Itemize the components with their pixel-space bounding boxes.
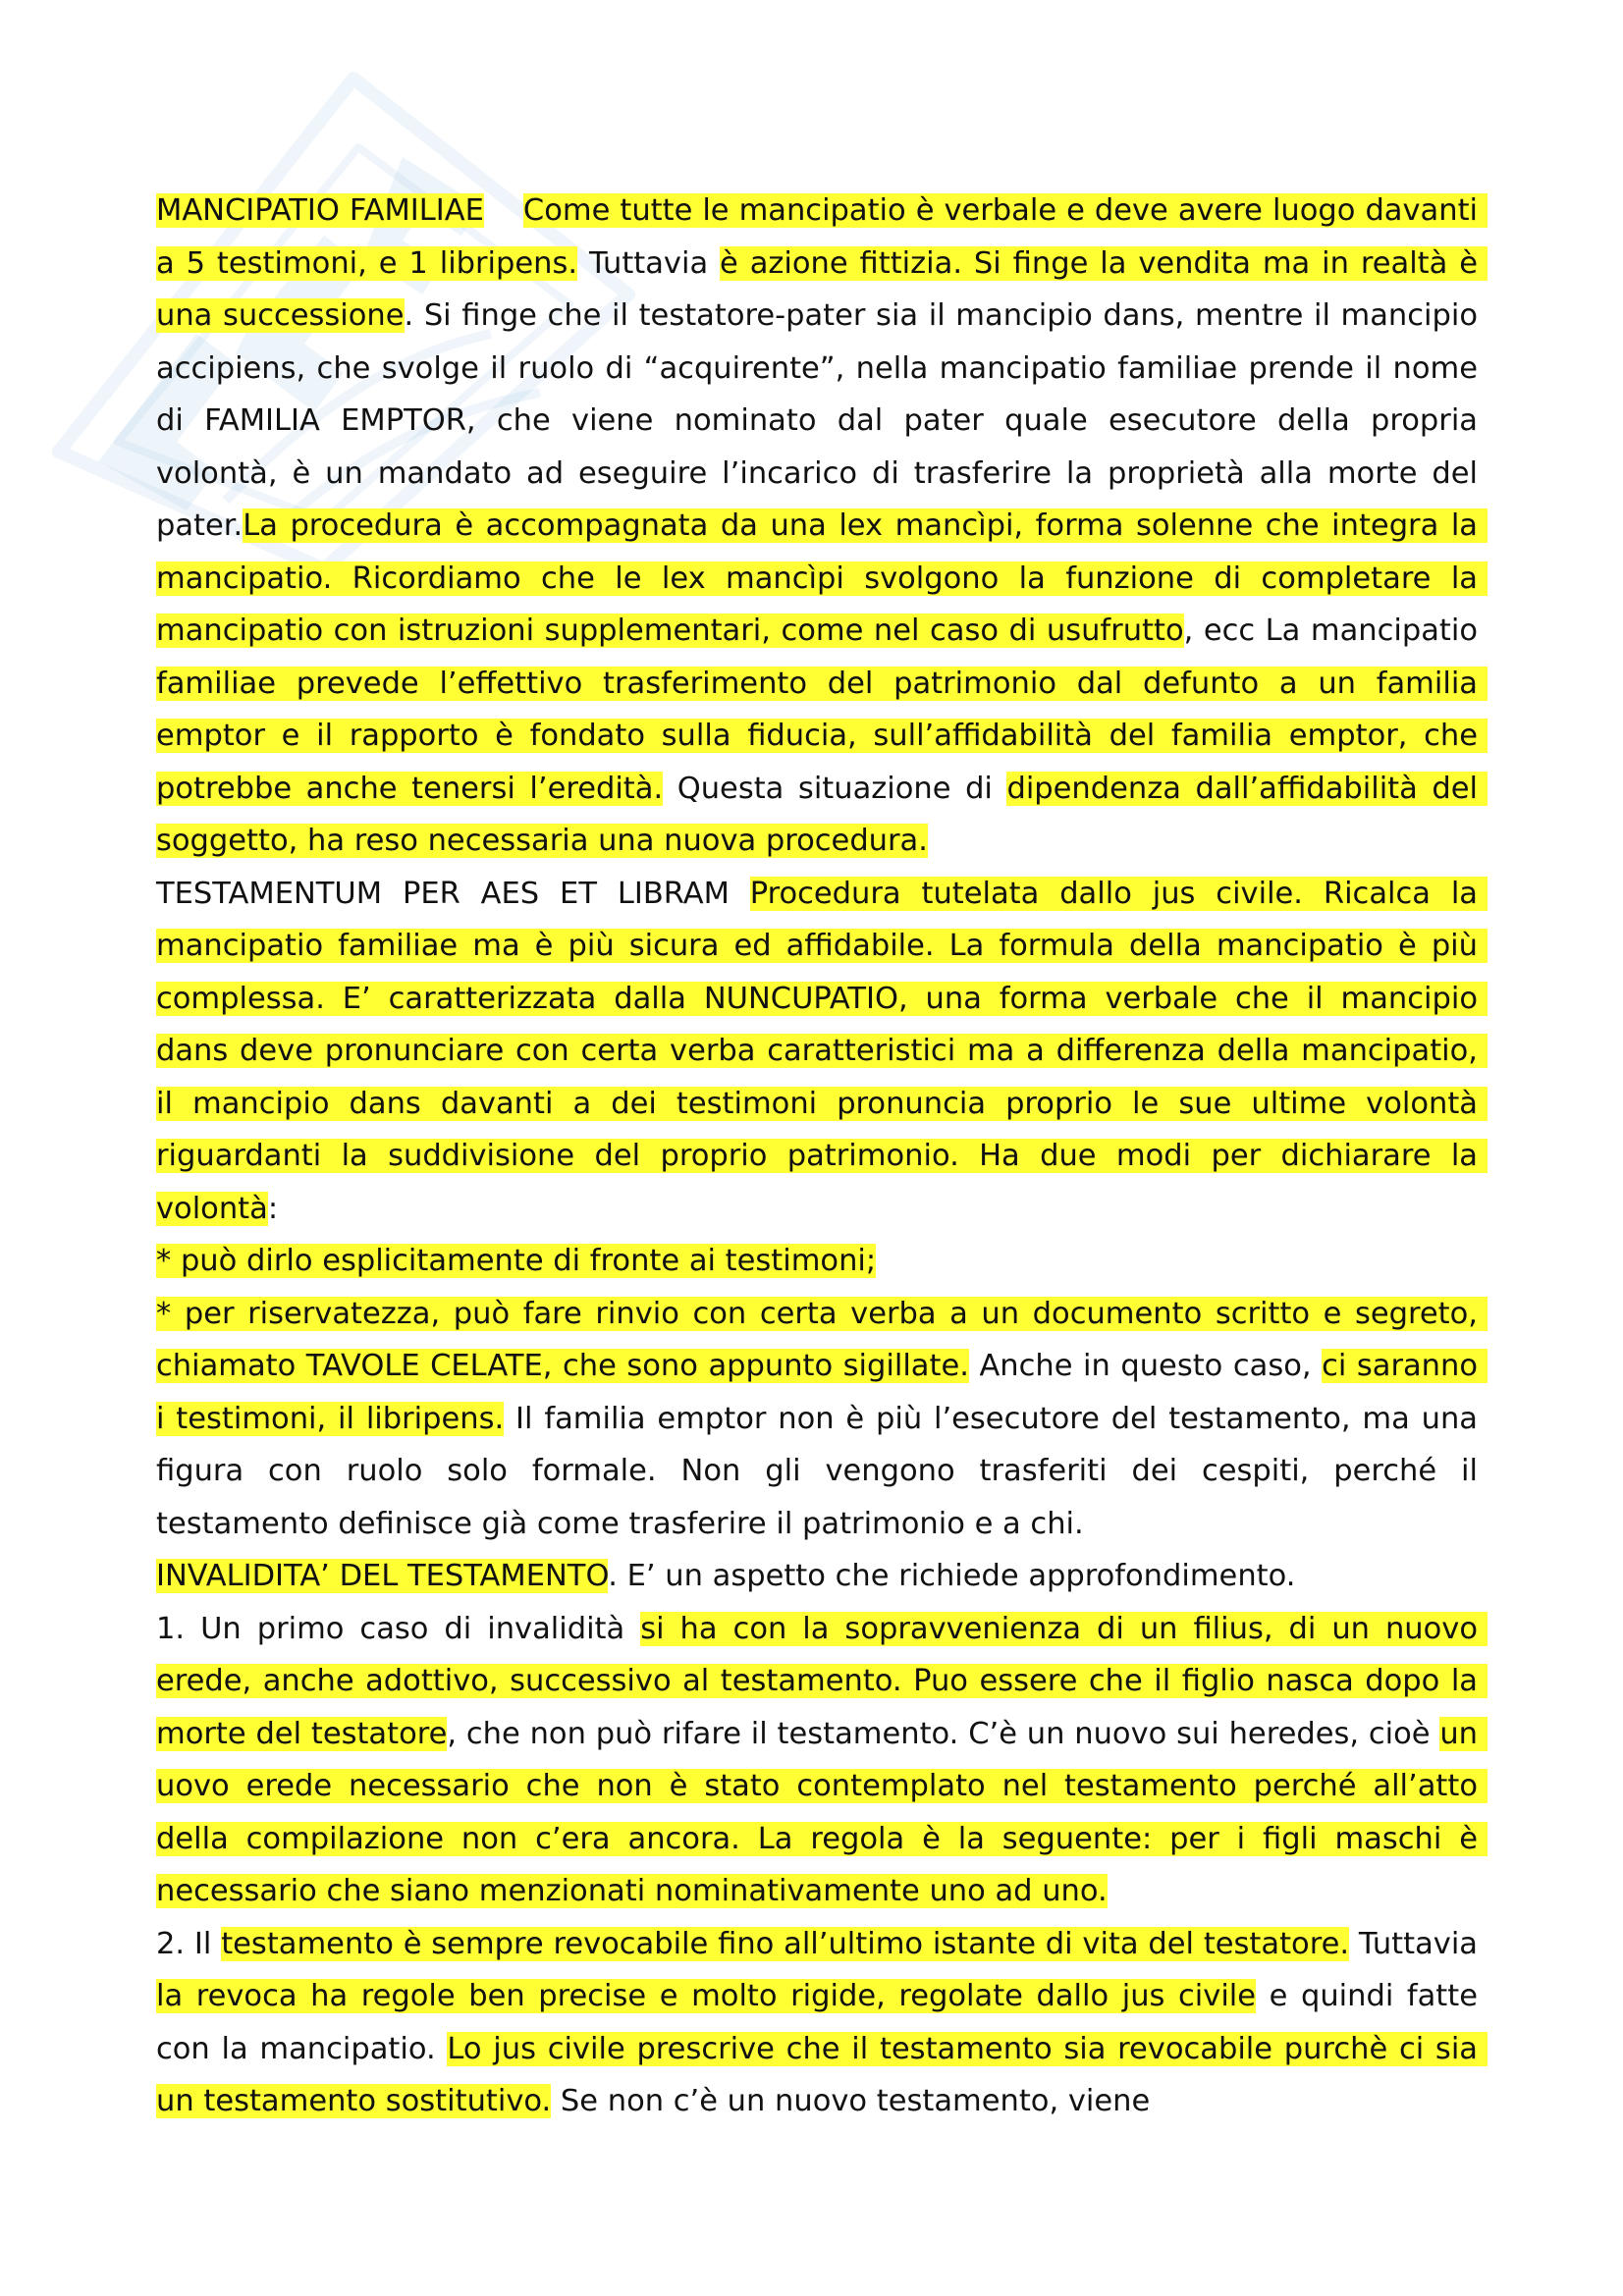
paragraph [156,1235,1478,1288]
highlighted-text: INVALIDITA’ DEL TESTAMENTO [156,1559,609,1593]
text-segment: 2. Il [156,1926,222,1961]
highlighted-text: Lo jus civile prescrive che il testamento sia revocabile purchè ci sia un testamento sostitutivo. [156,2031,1488,2118]
highlighted-text: è azione fittizia. Si finge la vendita ma in realtà è una successione [156,245,1488,333]
text-segment: . Si finge che il testatore-pater sia il mancipio dans, mentre il mancipio accipiens, che svolge il ruolo di “acquirente”, nella mancipatio familiae prende il nome di FAMILIA EMPTOR, che viene nominato dal pater quale esecutore della propria volontà, è un mandato ad eseguire l’incarico di trasferire la proprietà alla morte del pater. [156,298,1488,543]
highlighted-text: MANCIPATIO FAMILIAE [156,193,484,228]
text-segment: : [267,1191,279,1226]
paragraph [156,1288,1488,1551]
text-segment [484,193,523,228]
text-segment: Se non c’è un nuovo testamento, viene [551,2084,1151,2118]
highlighted-text: Come tutte le mancipatio è verbale e deve avere luogo davanti a 5 testimoni, e 1 libripens. [156,193,1488,281]
highlighted-text: * può dirlo esplicitamente di fronte ai testimoni; [156,1244,877,1278]
highlighted-text: ci saranno i testimoni, il libripens. [156,1349,1488,1436]
highlighted-text: * per riservatezza, può fare rinvio con certa verba a un documento scritto e segreto, chiamato TAVOLE CELATE, che sono appunto sigillate. [156,1296,1488,1383]
document-body [156,185,1488,2128]
paragraph [156,1603,1488,1918]
text-segment: 1. Un primo caso di invalidità [156,1611,641,1646]
highlighted-text: familiae prevede l’effettivo trasferimento del patrimonio dal defunto a un familia emptor e il rapporto è fondato sulla fiducia, sull’affidabilità del familia emptor, che potrebbe anche tenersi l’eredità. [156,666,1488,806]
text-segment: TESTAMENTUM PER AES ET LIBRAM [156,876,750,911]
highlighted-text: La procedura è accompagnata da una lex mancìpi, forma solenne che integra la mancipatio. Ricordiamo che le lex mancìpi svolgono la funzione di completare la mancipatio con istruzioni supplementari, come nel caso di usufrutto [156,508,1488,648]
text-segment: , ecc La mancipatio [1183,614,1488,648]
text-segment: Questa situazione di [663,771,1007,806]
highlighted-text: si ha con la sopravvenienza di un filius, di un nuovo erede, anche adottivo, successivo al testamento. Puo essere che il figlio nasca dopo la morte del testatore [156,1611,1488,1751]
highlighted-text: testamento è sempre revocabile fino all’ultimo istante di vita del testatore. [221,1926,1350,1961]
paragraph [156,185,1488,868]
highlighted-text: la revoca ha regole ben precise e molto rigide, regolate dallo jus civile [156,1979,1257,2013]
text-segment: Anche in questo caso, [968,1349,1323,1383]
paragraph [156,1918,1488,2128]
text-segment: . E’ un aspetto che richiede approfondimento. [608,1559,1296,1593]
text-segment: Il familia emptor non è più l’esecutore del testamento, ma una figura con ruolo solo formale. Non gli vengono trasferiti dei cespiti, perché il testamento definisce già come trasferire il patrimonio e a chi. [156,1401,1488,1541]
text-segment: Tuttavia [577,245,721,281]
paragraph [156,1550,1478,1603]
highlighted-text: Procedura tutelata dallo jus civile. Ricalca la mancipatio familiae ma è più sicura ed affidabile. La formula della mancipatio è più complessa. E’ caratterizzata dalla NUNCUPATIO, una forma verbale che il mancipio dans deve pronunciare con certa verba caratteristici ma a differenza della mancipatio, il mancipio dans davanti a dei testimoni pronuncia proprio le sue ultime volontà riguardanti la suddivisione del proprio patrimonio. Ha due modi per dichiarare la volontà [156,876,1488,1226]
highlighted-text: dipendenza dall’affidabilità del soggetto, ha reso necessaria una nuova procedura. [156,771,1488,858]
text-segment: Tuttavia [1349,1926,1488,1961]
text-segment: , che non può rifare il testamento. C’è un nuovo sui heredes, cioè [447,1716,1440,1751]
highlighted-text: un uovo erede necessario che non è stato contemplato nel testamento perché all’atto della compilazione non c’era ancora. La regola è la seguente: per i figli maschi è necessario che siano menzionati nominativamente uno ad uno. [156,1716,1488,1908]
paragraph [156,868,1488,1236]
text-segment: e quindi fatte con la mancipatio. [156,1979,1488,2066]
